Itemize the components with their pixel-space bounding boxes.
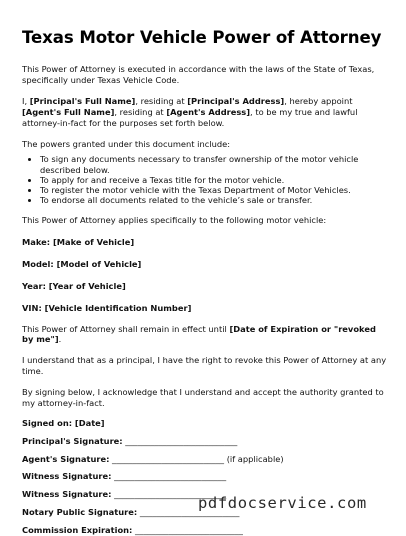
principal-signature-line: ___________________________	[125, 435, 238, 446]
commission-expiration-row	[22, 525, 388, 536]
document-title: Texas Motor Vehicle Power of Attorney	[22, 28, 382, 47]
principal-address-placeholder: [Principal's Address]	[187, 95, 285, 106]
signed-on-date: Signed on: [Date]	[22, 417, 105, 428]
power-item: • To register the motor vehicle with the Texas Department of Motor Vehicles.	[40, 185, 388, 195]
effect-text: This Power of Attorney shall remain in effect until	[22, 323, 230, 334]
appointment-text-3: , hereby appoint	[284, 95, 353, 106]
appointment-text-5: , to be my true and lawful attorney-in-fact for the purposes set forth below.	[22, 106, 358, 128]
expiration-placeholder: [Date of Expiration or "revoked by me"]	[22, 323, 376, 345]
power-item: • To endorse all documents related to the vehicle’s sale or transfer.	[40, 195, 388, 205]
effect-suffix: .	[58, 334, 62, 345]
revoke-paragraph: I understand that as a principal, I have the right to revoke this Power of Attorney at any time.	[22, 355, 387, 377]
vehicle-model: Model: [Model of Vehicle]	[22, 259, 142, 270]
watermark-footer: pdfdocservice.com	[198, 494, 367, 512]
appointment-text-1: I,	[22, 95, 30, 106]
agent-signature-note: (if applicable)	[224, 453, 284, 464]
witness-signature-label: Witness Signature:	[22, 471, 112, 482]
commission-expiration-label: Commission Expiration:	[22, 524, 133, 535]
powers-intro: The powers granted under this document include:	[22, 138, 231, 149]
principal-name-placeholder: [Principal's Full Name]	[29, 95, 136, 106]
witness-signature-label: Witness Signature:	[22, 489, 112, 500]
agent-signature-row	[22, 454, 388, 465]
powers-list	[22, 154, 388, 205]
appointment-paragraph	[22, 96, 388, 129]
intro-paragraph: This Power of Attorney is executed in accordance with the laws of the State of Texas, specifically under Texas Vehicle Code.	[22, 64, 375, 85]
appointment-text-4: , residing at	[114, 106, 167, 117]
agent-name-placeholder: [Agent's Full Name]	[22, 106, 115, 117]
principal-signature-label: Principal's Signature:	[22, 435, 123, 446]
agent-address-placeholder: [Agent's Address]	[166, 106, 251, 117]
principal-signature-row	[22, 436, 388, 447]
document-page	[22, 28, 388, 536]
power-item: • To apply for and receive a Texas title for the motor vehicle.	[40, 175, 388, 185]
vehicle-make: Make: [Make of Vehicle]	[22, 237, 135, 248]
agent-signature-label: Agent's Signature:	[22, 453, 110, 464]
power-item: • To sign any documents necessary to transfer ownership of the motor vehicle described below.	[40, 154, 388, 174]
witness-signature-row	[22, 471, 388, 482]
vehicle-vin: VIN: [Vehicle Identification Number]	[22, 302, 192, 313]
acknowledge-paragraph: By signing below, I acknowledge that I understand and accept the authority granted to my attorney-in-fact.	[22, 387, 384, 409]
witness-signature-line: ___________________________	[114, 471, 227, 482]
vehicle-year: Year: [Year of Vehicle]	[22, 280, 126, 291]
notary-signature-line: ________________________	[139, 506, 240, 517]
witness-signature-line: ___________________________	[114, 489, 227, 500]
notary-signature-label: Notary Public Signature:	[22, 506, 138, 517]
commission-expiration-line: __________________________	[135, 524, 243, 535]
effect-paragraph	[22, 324, 388, 346]
agent-signature-line: ___________________________	[112, 453, 225, 464]
appointment-text-2: , residing at	[135, 95, 188, 106]
vehicle-intro: This Power of Attorney applies specifically to the following motor vehicle:	[22, 215, 327, 226]
